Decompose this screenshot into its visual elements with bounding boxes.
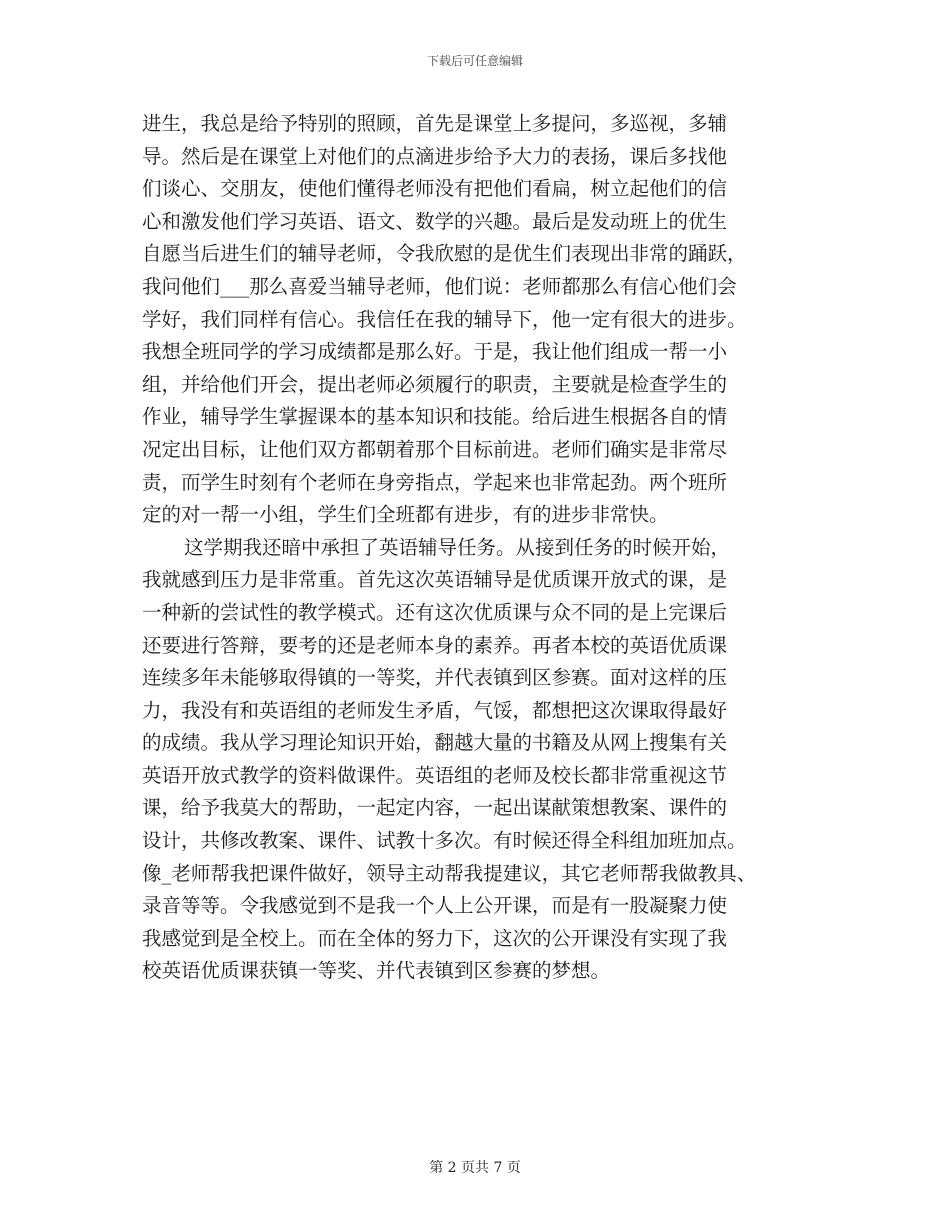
text-line: 作业，辅导学生掌握课本的基本知识和技能。给后进生根据各自的情 — [142, 405, 728, 429]
document-body — [142, 108, 822, 988]
text-line: 校英语优质课获镇一等奖、并代表镇到区参赛的梦想。 — [142, 959, 611, 983]
page-header: 下载后可任意编辑 — [426, 54, 523, 68]
text-line: 责，而学生时刻有个老师在身旁指点，学起来也非常起劲。两个班所 — [142, 470, 728, 494]
paragraph-1 — [142, 108, 822, 532]
text-line: 我问他们___那么喜爱当辅导老师，他们说：老师都那么有信心他们会 — [142, 274, 737, 298]
text-line: 我就感到压力是非常重。首先这次英语辅导是优质课开放式的课，是 — [142, 568, 728, 592]
text-line: 设计，共修改教案、课件、试教十多次。有时候还得全科组加班加点。 — [142, 829, 747, 853]
text-line: 录音等等。令我感觉到不是我一个人上公开课，而是有一股凝聚力使 — [142, 894, 728, 918]
text-line: 定的对一帮一小组，学生们全班都有进步，有的进步非常快。 — [142, 503, 669, 527]
page-number: 第 2 页共 7 页 — [429, 1160, 521, 1176]
paragraph-2 — [142, 532, 822, 988]
text-line: 的成绩。我从学习理论知识开始，翻越大量的书籍及从网上搜集有关 — [142, 731, 728, 755]
text-line: 导。然后是在课堂上对他们的点滴进步给予大力的表扬，课后多找他 — [142, 144, 728, 168]
text-line: 学好，我们同样有信心。我信任在我的辅导下，他一定有很大的进步。 — [142, 307, 747, 331]
text-line: 自愿当后进生们的辅导老师，令我欣慰的是优生们表现出非常的踊跃， — [142, 242, 747, 266]
text-line: 一种新的尝试性的教学模式。还有这次优质课与众不同的是上完课后 — [142, 600, 728, 624]
text-line: 进生，我总是给予特别的照顾，首先是课堂上多提问，多巡视，多辅 — [142, 112, 728, 135]
text-line: 还要进行答辩，要考的还是老师本身的素养。再者本校的英语优质课 — [142, 633, 728, 657]
text-line: 像_老师帮我把课件做好，领导主动帮我提建议，其它老师帮我做教具、 — [142, 861, 757, 885]
text-line: 这学期我还暗中承担了英语辅导任务。从接到任务的时候开始， — [184, 535, 731, 559]
text-line: 组，并给他们开会，提出老师必须履行的职责，主要就是检查学生的 — [142, 372, 728, 396]
text-line: 我感觉到是全校上。而在全体的努力下，这次的公开课没有实现了我 — [142, 926, 728, 950]
text-line: 英语开放式教学的资料做课件。英语组的老师及校长都非常重视这节 — [142, 763, 728, 787]
text-line: 心和激发他们学习英语、语文、数学的兴趣。最后是发动班上的优生 — [142, 209, 728, 233]
text-line: 们谈心、交朋友，使他们懂得老师没有把他们看扁，树立起他们的信 — [142, 177, 728, 201]
text-line: 课，给予我莫大的帮助，一起定内容，一起出谋献策想教案、课件的 — [142, 796, 728, 820]
text-line: 况定出目标，让他们双方都朝着那个目标前进。老师们确实是非常尽 — [142, 437, 728, 461]
text-line: 我想全班同学的学习成绩都是那么好。于是，我让他们组成一帮一小 — [142, 340, 728, 364]
text-line: 连续多年未能够取得镇的一等奖，并代表镇到区参赛。面对这样的压 — [142, 666, 728, 690]
text-line: 力，我没有和英语组的老师发生矛盾，气馁，都想把这次课取得最好 — [142, 698, 728, 722]
